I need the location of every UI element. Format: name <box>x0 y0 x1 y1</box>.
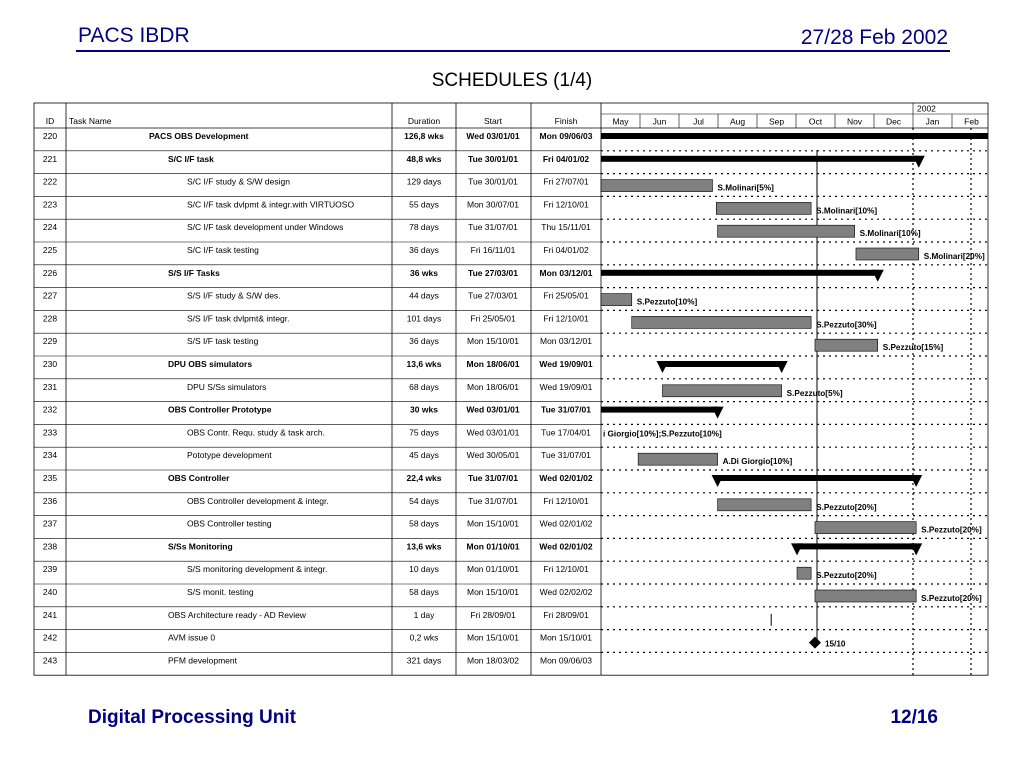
task-start: Mon 18/06/01 <box>466 359 520 369</box>
task-name: OBS Contr. Requ. study & task arch. <box>187 427 325 438</box>
task-duration: 0,2 wks <box>409 632 439 643</box>
task-name: PFM development <box>168 655 237 666</box>
resource-label: S.Pezzuto[20%] <box>816 502 877 512</box>
resource-label: S.Pezzuto[30%] <box>816 320 877 330</box>
task-start: Tue 30/01/01 <box>468 176 518 187</box>
task-start: Tue 31/07/01 <box>468 222 518 233</box>
task-finish: Mon 09/06/03 <box>540 655 592 666</box>
resource-label: S.Pezzuto[10%] <box>636 297 698 307</box>
task-name: OBS Controller <box>168 473 230 483</box>
task-start: Tue 27/03/01 <box>468 267 518 278</box>
task-duration: 55 days <box>409 199 439 210</box>
task-finish: Tue 17/04/01 <box>541 427 591 438</box>
task-duration: 321 days <box>406 655 442 666</box>
month-label: Jun <box>652 116 667 127</box>
task-start: Mon 01/10/01 <box>466 541 520 552</box>
task-name: S/S I/F task dvlpmt& integr. <box>187 313 290 324</box>
summary-bar <box>601 156 919 162</box>
task-start: Fri 16/11/01 <box>470 245 516 255</box>
task-start: Mon 15/10/01 <box>467 336 519 347</box>
task-finish: Fri 04/01/02 <box>542 153 590 164</box>
task-name: S/S I/F task testing <box>187 336 259 347</box>
task-bar <box>718 225 855 237</box>
task-duration: 13,6 wks <box>406 359 442 369</box>
task-name: S/C I/F study & S/W design <box>187 176 290 187</box>
month-label: Nov <box>846 116 863 127</box>
task-finish: Wed 02/01/02 <box>539 473 593 483</box>
task-start: Wed 03/01/01 <box>466 131 520 141</box>
task-name: OBS Controller development & integr. <box>187 495 329 506</box>
resource-label: S.Molinari[10%] <box>859 229 921 239</box>
task-start: Wed 03/01/01 <box>466 404 520 415</box>
task-start: Mon 15/10/01 <box>467 518 519 529</box>
task-duration: 68 days <box>409 381 439 392</box>
task-duration: 48,8 wks <box>406 153 442 164</box>
task-name: OBS Controller testing <box>187 518 272 529</box>
task-duration: 78 days <box>409 222 439 233</box>
task-finish: Fri 12/10/01 <box>543 495 589 506</box>
page-number: 12/16 <box>890 707 938 728</box>
task-name: S/Ss Monitoring <box>168 541 233 552</box>
task-finish: Fri 27/07/01 <box>543 176 589 187</box>
task-duration: 126,8 wks <box>404 131 444 141</box>
task-start: Mon 30/07/01 <box>467 199 519 210</box>
task-finish: Mon 03/12/01 <box>539 267 593 278</box>
task-finish: Wed 02/01/02 <box>539 518 593 529</box>
task-finish: Fri 12/10/01 <box>543 564 589 575</box>
task-finish: Fri 12/10/01 <box>543 313 589 324</box>
month-label: Sep <box>768 116 785 127</box>
task-id: 220 <box>42 131 58 141</box>
task-start: Wed 03/01/01 <box>466 427 520 438</box>
year-label: 2002 <box>917 103 936 114</box>
task-bar <box>815 590 916 602</box>
task-id: 230 <box>42 359 58 369</box>
month-label: Aug <box>729 116 746 127</box>
task-name: Pototype development <box>187 450 272 461</box>
task-start: Mon 15/10/01 <box>467 632 519 643</box>
task-finish: Wed 02/02/02 <box>539 587 593 597</box>
task-id: 235 <box>42 473 58 483</box>
task-name: DPU S/Ss simulators <box>187 381 267 392</box>
task-id: 229 <box>42 336 58 347</box>
task-name: OBS Controller Prototype <box>168 404 272 415</box>
resource-label: S.Molinari[20%] <box>923 252 985 261</box>
task-finish: Mon 15/10/01 <box>540 632 592 643</box>
summary-bar <box>601 407 718 413</box>
task-start: Fri 28/09/01 <box>470 609 516 620</box>
summary-bar <box>718 475 917 481</box>
task-id: 238 <box>42 541 58 552</box>
task-bar <box>638 453 717 465</box>
month-label: Jul <box>693 116 704 127</box>
resource-label: S.Pezzuto[20%] <box>921 594 982 603</box>
month-label: Feb <box>964 116 979 127</box>
task-finish: Wed 19/09/01 <box>539 381 593 392</box>
task-finish: Wed 02/01/02 <box>539 541 593 552</box>
resource-label: S.Pezzuto[15%] <box>882 343 944 353</box>
task-id: 227 <box>42 290 58 301</box>
task-bar <box>601 180 712 192</box>
task-bar <box>716 202 811 214</box>
task-finish: Wed 19/09/01 <box>539 359 593 369</box>
task-duration: 36 days <box>409 245 439 255</box>
task-name: OBS Architecture ready - AD Review <box>168 609 306 620</box>
task-duration: 75 days <box>409 427 439 438</box>
task-start: Tue 30/01/01 <box>468 153 518 164</box>
task-id: 240 <box>42 587 58 597</box>
task-duration: 129 days <box>406 176 442 187</box>
task-duration: 10 days <box>409 564 439 575</box>
task-name: S/C I/F task testing <box>187 245 259 255</box>
resource-label: S.Molinari[5%] <box>717 183 774 193</box>
task-bar <box>718 499 812 511</box>
column-header: Start <box>484 116 502 126</box>
task-duration: 13,6 wks <box>406 541 442 552</box>
month-label: May <box>612 116 629 127</box>
task-bar <box>632 316 811 328</box>
task-duration: 101 days <box>406 313 442 324</box>
task-duration: 44 days <box>409 290 439 301</box>
month-label: Dec <box>885 116 902 127</box>
task-duration: 45 days <box>409 450 439 461</box>
slide-title: PACS IBDR <box>78 24 190 47</box>
task-bar <box>856 248 919 260</box>
task-name: S/S I/F study & S/W des. <box>187 290 281 301</box>
summary-bar <box>797 543 916 549</box>
task-name: DPU OBS simulators <box>168 359 253 369</box>
task-duration: 1 day <box>413 609 435 620</box>
column-header: Task Name <box>69 116 112 126</box>
task-name: S/S monitoring development & integr. <box>187 564 328 575</box>
slide-date: 27/28 Feb 2002 <box>800 26 948 49</box>
resource-label: S.Pezzuto[20%] <box>921 525 982 535</box>
resource-label: i Giorgio[10%];S.Pezzuto[10%] <box>603 429 722 439</box>
task-finish: Fri 12/10/01 <box>543 199 589 210</box>
task-name: S/S monit. testing <box>187 587 254 597</box>
task-name: S/C I/F task development under Windows <box>187 222 344 233</box>
task-start: Mon 18/03/02 <box>467 655 519 666</box>
task-finish: Tue 31/07/01 <box>541 404 591 415</box>
task-id: 224 <box>42 222 58 233</box>
task-start: Mon 18/06/01 <box>467 381 519 392</box>
task-finish: Mon 03/12/01 <box>540 336 592 347</box>
task-id: 228 <box>42 313 58 324</box>
month-label: Jan <box>925 116 940 127</box>
task-bar <box>815 339 878 351</box>
task-id: 233 <box>42 427 58 438</box>
task-start: Fri 25/05/01 <box>470 313 516 324</box>
task-id: 225 <box>42 245 58 255</box>
task-start: Mon 15/10/01 <box>467 587 519 597</box>
resource-label: A.Di Giorgio[10%] <box>722 457 793 467</box>
task-id: 243 <box>42 655 58 666</box>
task-id: 237 <box>42 518 58 529</box>
task-bar <box>601 294 632 306</box>
summary-bar <box>601 133 988 139</box>
task-id: 241 <box>42 609 58 620</box>
task-finish: Tue 31/07/01 <box>541 450 591 461</box>
task-name: AVM issue 0 <box>168 632 216 643</box>
task-bar <box>815 522 916 534</box>
task-finish: Thu 15/11/01 <box>541 222 591 233</box>
page-subtitle: SCHEDULES (1/4) <box>431 70 593 91</box>
resource-label: S.Molinari[10%] <box>816 206 878 216</box>
task-name: S/S I/F Tasks <box>168 267 220 278</box>
task-duration: 36 days <box>409 336 439 347</box>
task-name: S/C I/F task dvlpmt & integr.with VIRTUOSO <box>187 199 355 210</box>
task-start: Tue 31/07/01 <box>468 473 518 483</box>
milestone-diamond <box>809 637 821 649</box>
resource-label: S.Pezzuto[5%] <box>786 388 843 398</box>
task-duration: 58 days <box>409 587 439 597</box>
month-label: Oct <box>808 116 823 127</box>
task-name: S/C I/F task <box>168 153 214 164</box>
task-duration: 36 wks <box>410 267 438 278</box>
task-id: 223 <box>42 199 58 210</box>
task-finish: Fri 25/05/01 <box>543 290 589 301</box>
summary-bar <box>601 270 878 276</box>
resource-label: S.Pezzuto[20%] <box>816 571 877 581</box>
footer-title: Digital Processing Unit <box>88 707 296 728</box>
task-id: 236 <box>42 495 58 506</box>
task-finish: Fri 28/09/01 <box>543 609 589 620</box>
task-id: 239 <box>42 564 58 575</box>
task-id: 231 <box>42 381 58 392</box>
column-header: ID <box>45 116 55 126</box>
task-start: Mon 01/10/01 <box>467 564 519 575</box>
task-duration: 54 days <box>409 495 439 506</box>
task-finish: Fri 04/01/02 <box>543 245 589 255</box>
task-id: 242 <box>42 632 58 643</box>
task-id: 226 <box>42 267 58 278</box>
task-duration: 30 wks <box>410 404 438 415</box>
task-start: Tue 27/03/01 <box>468 290 518 301</box>
task-name: PACS OBS Development <box>149 131 249 141</box>
column-header: Duration <box>407 116 441 126</box>
task-duration: 58 days <box>409 518 439 529</box>
milestone-label: 15/10 <box>824 639 846 649</box>
task-id: 221 <box>42 153 58 164</box>
task-id: 232 <box>42 404 58 415</box>
task-finish: Mon 09/06/03 <box>539 131 593 141</box>
task-start: Wed 30/05/01 <box>466 450 520 461</box>
task-bar <box>662 385 781 397</box>
task-id: 222 <box>42 176 58 187</box>
task-bar <box>797 567 811 579</box>
summary-bar <box>662 361 781 367</box>
task-duration: 22,4 wks <box>406 473 442 483</box>
task-id: 234 <box>42 450 58 461</box>
column-header: Finish <box>554 116 578 126</box>
task-start: Tue 31/07/01 <box>468 495 518 506</box>
